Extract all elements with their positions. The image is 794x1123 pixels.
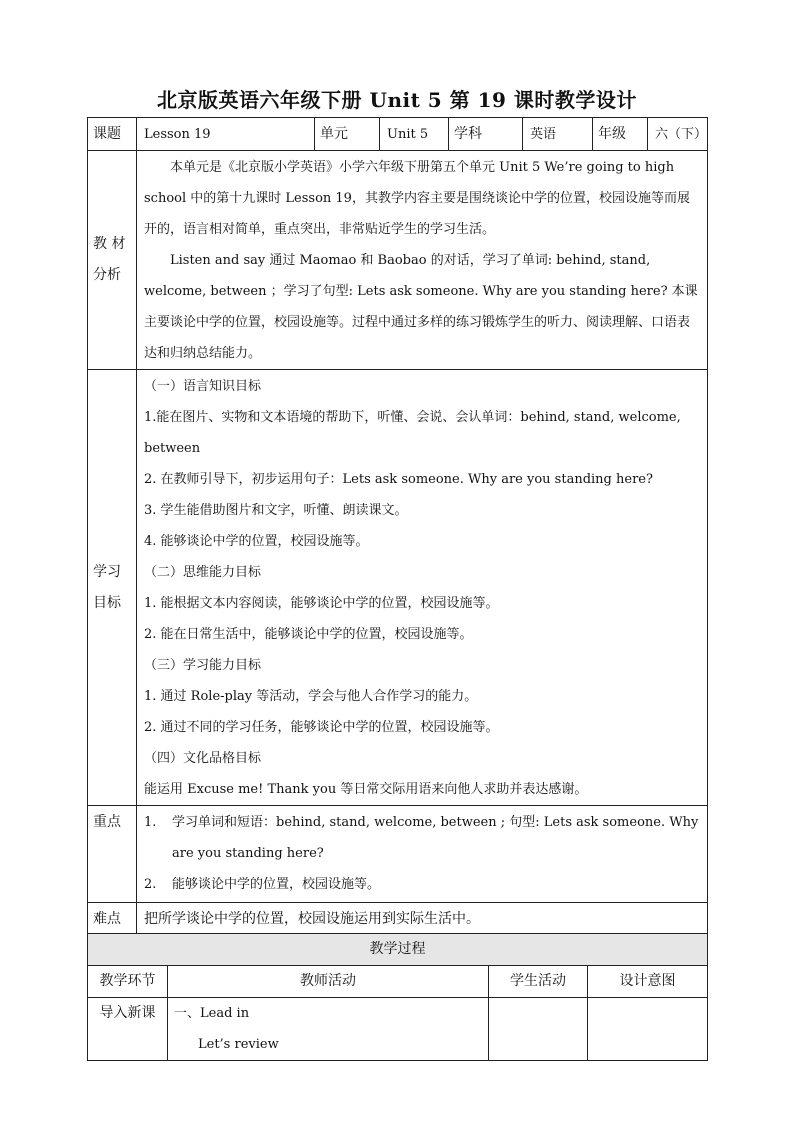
goal-line: 1. 能根据文本内容阅读，能够谈论中学的位置，校园设施等。 (144, 596, 499, 611)
column-student: 学生活动 (489, 966, 588, 998)
grade-label: 年级 (593, 118, 648, 151)
subject-value: 英语 (523, 118, 593, 151)
goal-line: 1. 通过 Role-play 等活动，学会与他人合作学习的能力。 (144, 689, 478, 704)
analysis-label: 教 材 分析 (88, 151, 137, 370)
lesson-info-table (87, 117, 708, 936)
goal-line: 2. 通过不同的学习任务，能够谈论中学的位置，校园设施等。 (144, 720, 499, 735)
stage-cell: 导入新课 (88, 998, 168, 1061)
key-point-item: 2. 能够谈论中学的位置，校园设施等。 (144, 877, 381, 892)
goal-line: 2. 在教师引导下，初步运用句子：Lets ask someone. Why are you standing here? (144, 472, 653, 487)
topic-label: 课题 (88, 118, 137, 151)
goal-line: （三）学习能力目标 (144, 658, 262, 673)
purpose-cell (588, 998, 708, 1061)
analysis-paragraph-1: 本单元是《北京版小学英语》小学六年级下册第五个单元 Unit 5 We’re going to high school 中的第十九课时 Lesson 19，其教学内容主要是围绕谈论中学的位置，校园设施等而展开的，语言相对简单，重点突出，非常贴近学生的学习生活。 (144, 160, 690, 237)
goals-label: 学习 目标 (88, 370, 137, 806)
column-purpose: 设计意图 (588, 966, 708, 998)
goal-line: 4. 能够谈论中学的位置，校园设施等。 (144, 534, 369, 549)
goal-line: （四）文化品格目标 (144, 751, 262, 766)
process-columns-row (88, 966, 708, 998)
column-stage: 教学环节 (88, 966, 168, 998)
goal-line: 1.能在图片、实物和文本语境的帮助下，听懂、会说、会认单词：behind, stand, welcome, between (144, 410, 681, 456)
goal-line: （一）语言知识目标 (144, 379, 262, 394)
key-points-label: 重点 (88, 806, 137, 903)
key-points-row (88, 806, 708, 903)
column-teacher: 教师活动 (168, 966, 489, 998)
process-table (87, 933, 708, 1061)
goal-line: 3. 学生能借助图片和文字，听懂、朗读课文。 (144, 503, 408, 518)
process-header-row (88, 934, 708, 966)
key-points-content (137, 806, 708, 903)
goal-line: （二）思维能力目标 (144, 565, 262, 580)
difficulty-label: 难点 (88, 903, 137, 936)
goals-content (137, 370, 708, 806)
goal-line: 能运用 Excuse me! Thank you 等日常交际用语来向他人求助并表达感谢。 (144, 782, 588, 797)
process-row (88, 998, 708, 1061)
goal-line: 2. 能在日常生活中，能够谈论中学的位置，校园设施等。 (144, 627, 473, 642)
teacher-activity-cell: 一、Lead in Let’s review (168, 998, 489, 1061)
unit-label: 单元 (315, 118, 380, 151)
goals-row (88, 370, 708, 806)
student-activity-cell (489, 998, 588, 1061)
analysis-content (137, 151, 708, 370)
difficulty-content: 把所学谈论中学的位置，校园设施运用到实际生活中。 (137, 903, 708, 936)
grade-value: 六（下） (648, 118, 708, 151)
key-point-item: 1. 学习单词和短语：behind, stand, welcome, between ; 句型: Lets ask someone. Why are you standing here? (144, 815, 699, 861)
subject-label: 学科 (449, 118, 523, 151)
analysis-row (88, 151, 708, 370)
topic-value: Lesson 19 (137, 118, 315, 151)
page-title: 北京版英语六年级下册 Unit 5 第 19 课时教学设计 (157, 88, 637, 112)
difficulty-row (88, 903, 708, 936)
process-header: 教学过程 (88, 934, 708, 966)
info-row (88, 118, 708, 151)
unit-value: Unit 5 (380, 118, 449, 151)
analysis-paragraph-2: Listen and say 通过 Maomao 和 Baobao 的对话，学习了单词: behind, stand, welcome, between ；学习了句型: Lets ask someone. Why are you standing here? 本课主要谈论中学的位置，校园设施等。过程中通过多样的练习锻炼学生的听力、阅读理解、口语表达和归纳总结能力。 (144, 253, 698, 361)
